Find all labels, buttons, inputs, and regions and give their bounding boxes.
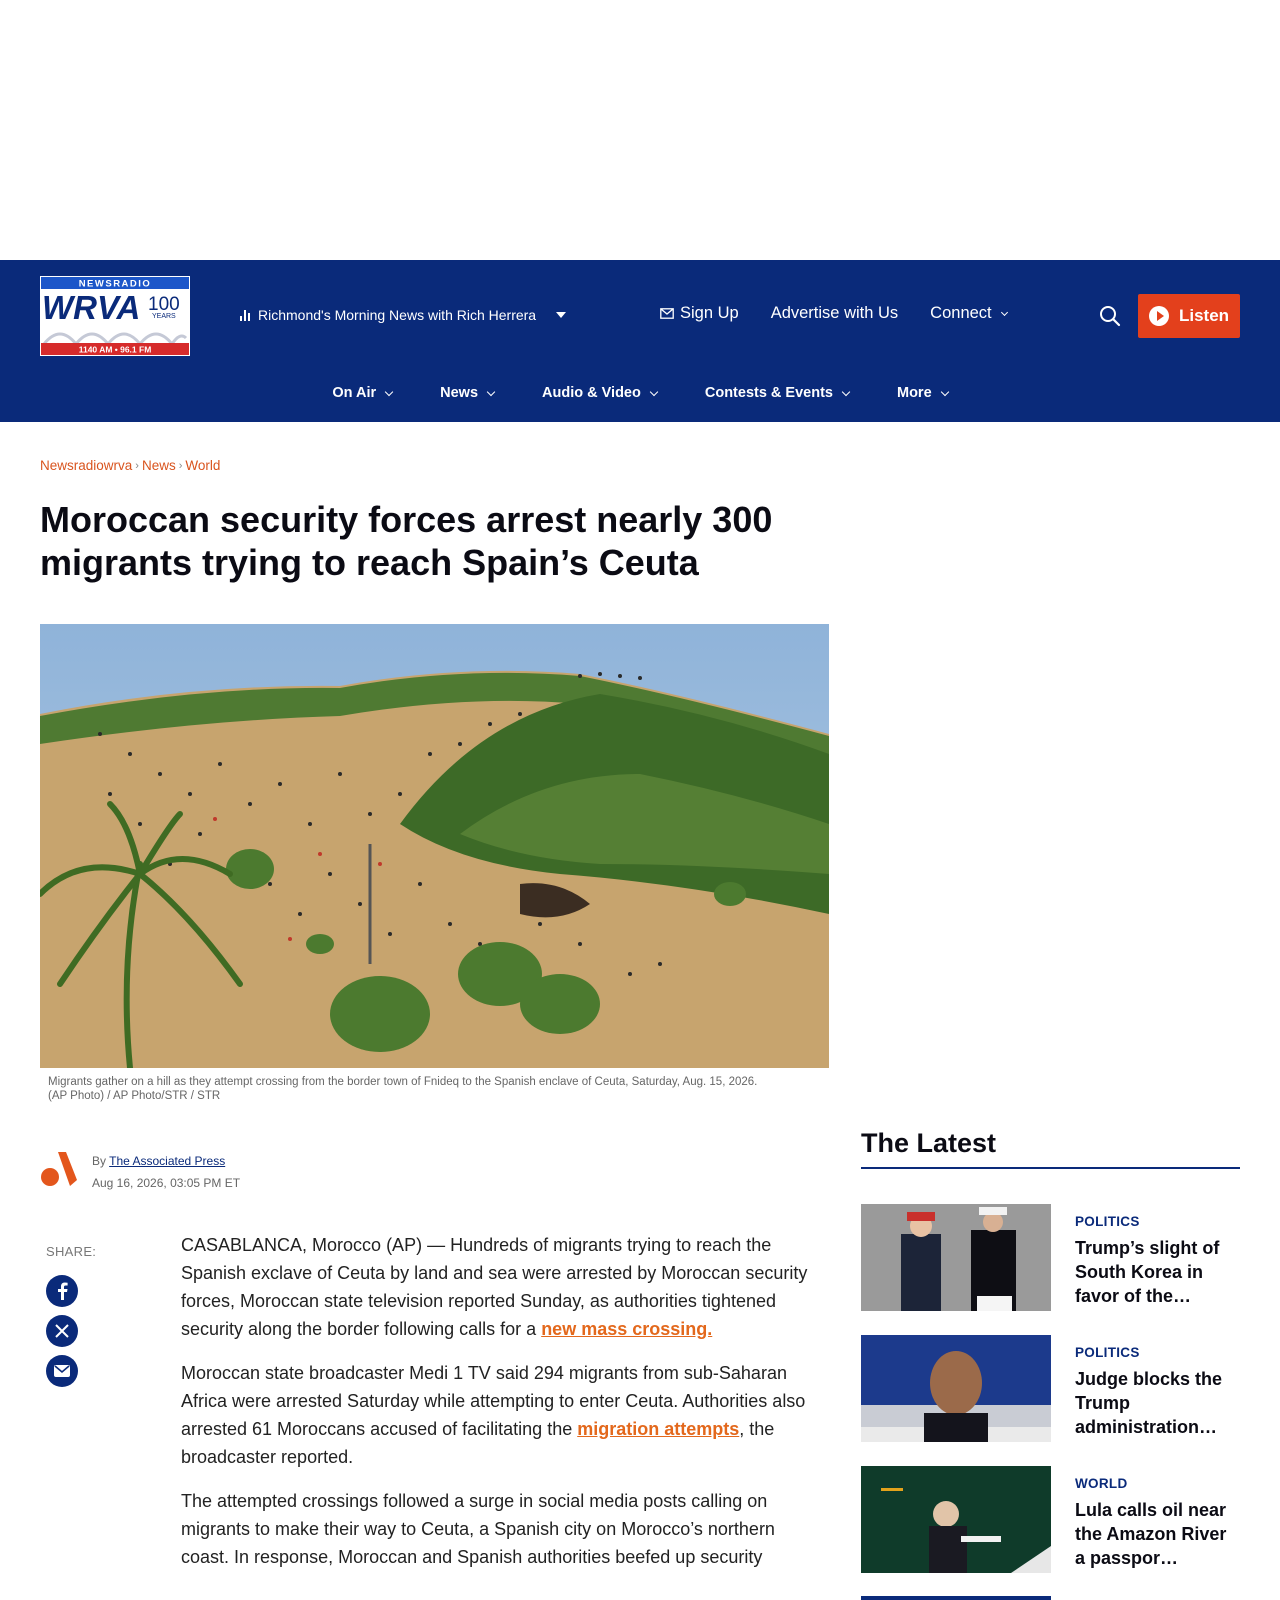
share-email-button[interactable]	[46, 1355, 78, 1387]
breadcrumb-home[interactable]: Newsradiowrva	[40, 458, 133, 473]
breadcrumb-world[interactable]: World	[185, 458, 221, 473]
chevron-down-icon	[940, 387, 948, 395]
breadcrumb-news[interactable]: News	[141, 458, 176, 473]
latest-heading: The Latest	[861, 1128, 1240, 1169]
article-paragraph	[181, 1231, 811, 1343]
advertise-link[interactable]	[771, 304, 898, 323]
chevron-down-icon	[487, 387, 495, 395]
nav-audio-video[interactable]	[542, 378, 657, 408]
publish-date: Aug 16, 2026, 03:05 PM ET	[92, 1176, 241, 1190]
share-x-button[interactable]	[46, 1315, 78, 1347]
nav-label: News	[440, 385, 479, 401]
byline	[40, 1150, 240, 1194]
main-nav	[0, 378, 1280, 408]
breadcrumb	[40, 458, 220, 473]
caption-text: Migrants gather on a hill as they attempt crossing from the border town of Fnideq to the Spanish enclave of Ceuta, Saturday, Aug. 15, 2026.	[48, 1076, 758, 1088]
share-bar	[46, 1244, 96, 1395]
nav-news[interactable]	[440, 378, 494, 408]
chevron-right-icon: ›	[135, 459, 139, 472]
latest-item-title: Trump’s slight of South Korea in favor of the…	[1075, 1238, 1220, 1306]
nav-label: More	[896, 385, 932, 401]
envelope-icon	[660, 308, 674, 319]
connect-menu[interactable]	[930, 304, 1006, 323]
author-link[interactable]: The Associated Press	[109, 1154, 226, 1168]
current-show-label: Richmond's Morning News with Rich Herrera	[258, 307, 537, 323]
article-paragraph	[181, 1487, 811, 1571]
latest-item[interactable]	[861, 1204, 1240, 1312]
show-selector[interactable]	[240, 307, 566, 323]
svg-text:YEARS: YEARS	[152, 313, 176, 320]
latest-item-title: Lula calls oil near the Amazon River a passpor…	[1075, 1500, 1227, 1568]
latest-item-category: POLITICS	[1075, 1214, 1140, 1229]
nav-more[interactable]	[897, 378, 948, 408]
hero-image	[40, 624, 829, 1068]
caret-down-icon	[556, 312, 566, 318]
paragraph-text: The attempted crossings followed a surge in social media posts calling on migrants to make their way to Ceuta, a Spanish city on Morocco’s northern coast. In response, Moroccan and Spanish authorities beefed up security	[181, 1491, 775, 1567]
latest-item[interactable]	[861, 1466, 1240, 1574]
nav-label: On Air	[332, 385, 377, 401]
article-headline: Moroccan security forces arrest nearly 300 migrants trying to reach Spain’s Ceuta	[40, 499, 773, 583]
facebook-icon	[55, 1282, 69, 1300]
paragraph-text: CASABLANCA, Morocco (AP) — Hundreds of migrants trying to reach the Spanish exclave of Ceuta by land and sea were arrested by Moroccan security forces, Moroccan state television reported Sunday, as authorities tightened security along the border following calls for a	[181, 1235, 808, 1339]
article-paragraph	[181, 1359, 811, 1471]
new-mass-crossing-link[interactable]: new mass crossing.	[541, 1319, 713, 1339]
latest-item-title: Judge blocks the Trump administration…	[1075, 1369, 1223, 1437]
latest-item-category: POLITICS	[1075, 1345, 1140, 1360]
latest-item[interactable]	[861, 1335, 1240, 1443]
chevron-down-icon	[385, 387, 393, 395]
latest-item-category: WORLD	[1075, 1476, 1128, 1491]
latest-item-thumbnail	[861, 1335, 1051, 1442]
play-icon	[1149, 306, 1169, 326]
advertise-label: Advertise with Us	[770, 304, 899, 322]
share-facebook-button[interactable]	[46, 1275, 78, 1307]
latest-item-thumbnail	[861, 1466, 1051, 1573]
chevron-right-icon: ›	[178, 459, 183, 472]
wrva-logo[interactable]	[40, 276, 190, 356]
nav-label: Audio & Video	[542, 385, 641, 401]
sign-up-label: Sign Up	[680, 304, 739, 322]
sign-up-link[interactable]	[660, 304, 739, 323]
svg-text:NEWSRADIO: NEWSRADIO	[78, 278, 152, 290]
x-icon	[54, 1323, 70, 1339]
connect-label: Connect	[930, 304, 992, 322]
nav-label: Contests & Events	[704, 385, 833, 401]
share-label: SHARE:	[46, 1244, 97, 1259]
svg-text:100: 100	[148, 294, 180, 315]
svg-text:1140 AM • 96.1 FM: 1140 AM • 96.1 FM	[78, 344, 152, 355]
listen-label: Listen	[1178, 306, 1230, 325]
caption-credit: (AP Photo) / AP Photo/STR / STR	[48, 1090, 221, 1102]
latest-item-thumbnail	[861, 1204, 1051, 1311]
chevron-down-icon	[842, 387, 850, 395]
listen-button[interactable]	[1138, 294, 1240, 338]
article-body	[181, 1231, 811, 1587]
ad-space	[0, 0, 1280, 260]
paragraph-text: Moroccan state broadcaster Medi 1 TV said 294 migrants from sub-Saharan Africa were arrested Saturday while attempting to enter Ceuta. Authorities also arrested 61 Moroccans accused of facilitating the	[181, 1363, 806, 1439]
chevron-down-icon	[650, 387, 658, 395]
search-icon[interactable]	[1098, 304, 1122, 328]
nav-contests-events[interactable]	[705, 378, 849, 408]
migration-attempts-link[interactable]: migration attempts	[577, 1419, 740, 1439]
by-label: By	[92, 1154, 107, 1168]
nav-on-air[interactable]	[332, 378, 392, 408]
hero-photo-migrants-hill	[40, 624, 829, 1068]
email-icon	[53, 1364, 71, 1378]
top-links	[660, 304, 1007, 323]
site-header	[0, 260, 1280, 422]
paragraph-text: , the broadcaster reported.	[181, 1419, 775, 1467]
image-caption	[48, 1075, 828, 1103]
audio-bars-icon	[240, 310, 250, 321]
ap-logo-icon	[40, 1150, 78, 1188]
chevron-down-icon	[1001, 308, 1008, 315]
svg-text:WRVA: WRVA	[42, 289, 141, 326]
next-card-edge	[861, 1596, 1051, 1600]
latest-section	[861, 1128, 1240, 1568]
